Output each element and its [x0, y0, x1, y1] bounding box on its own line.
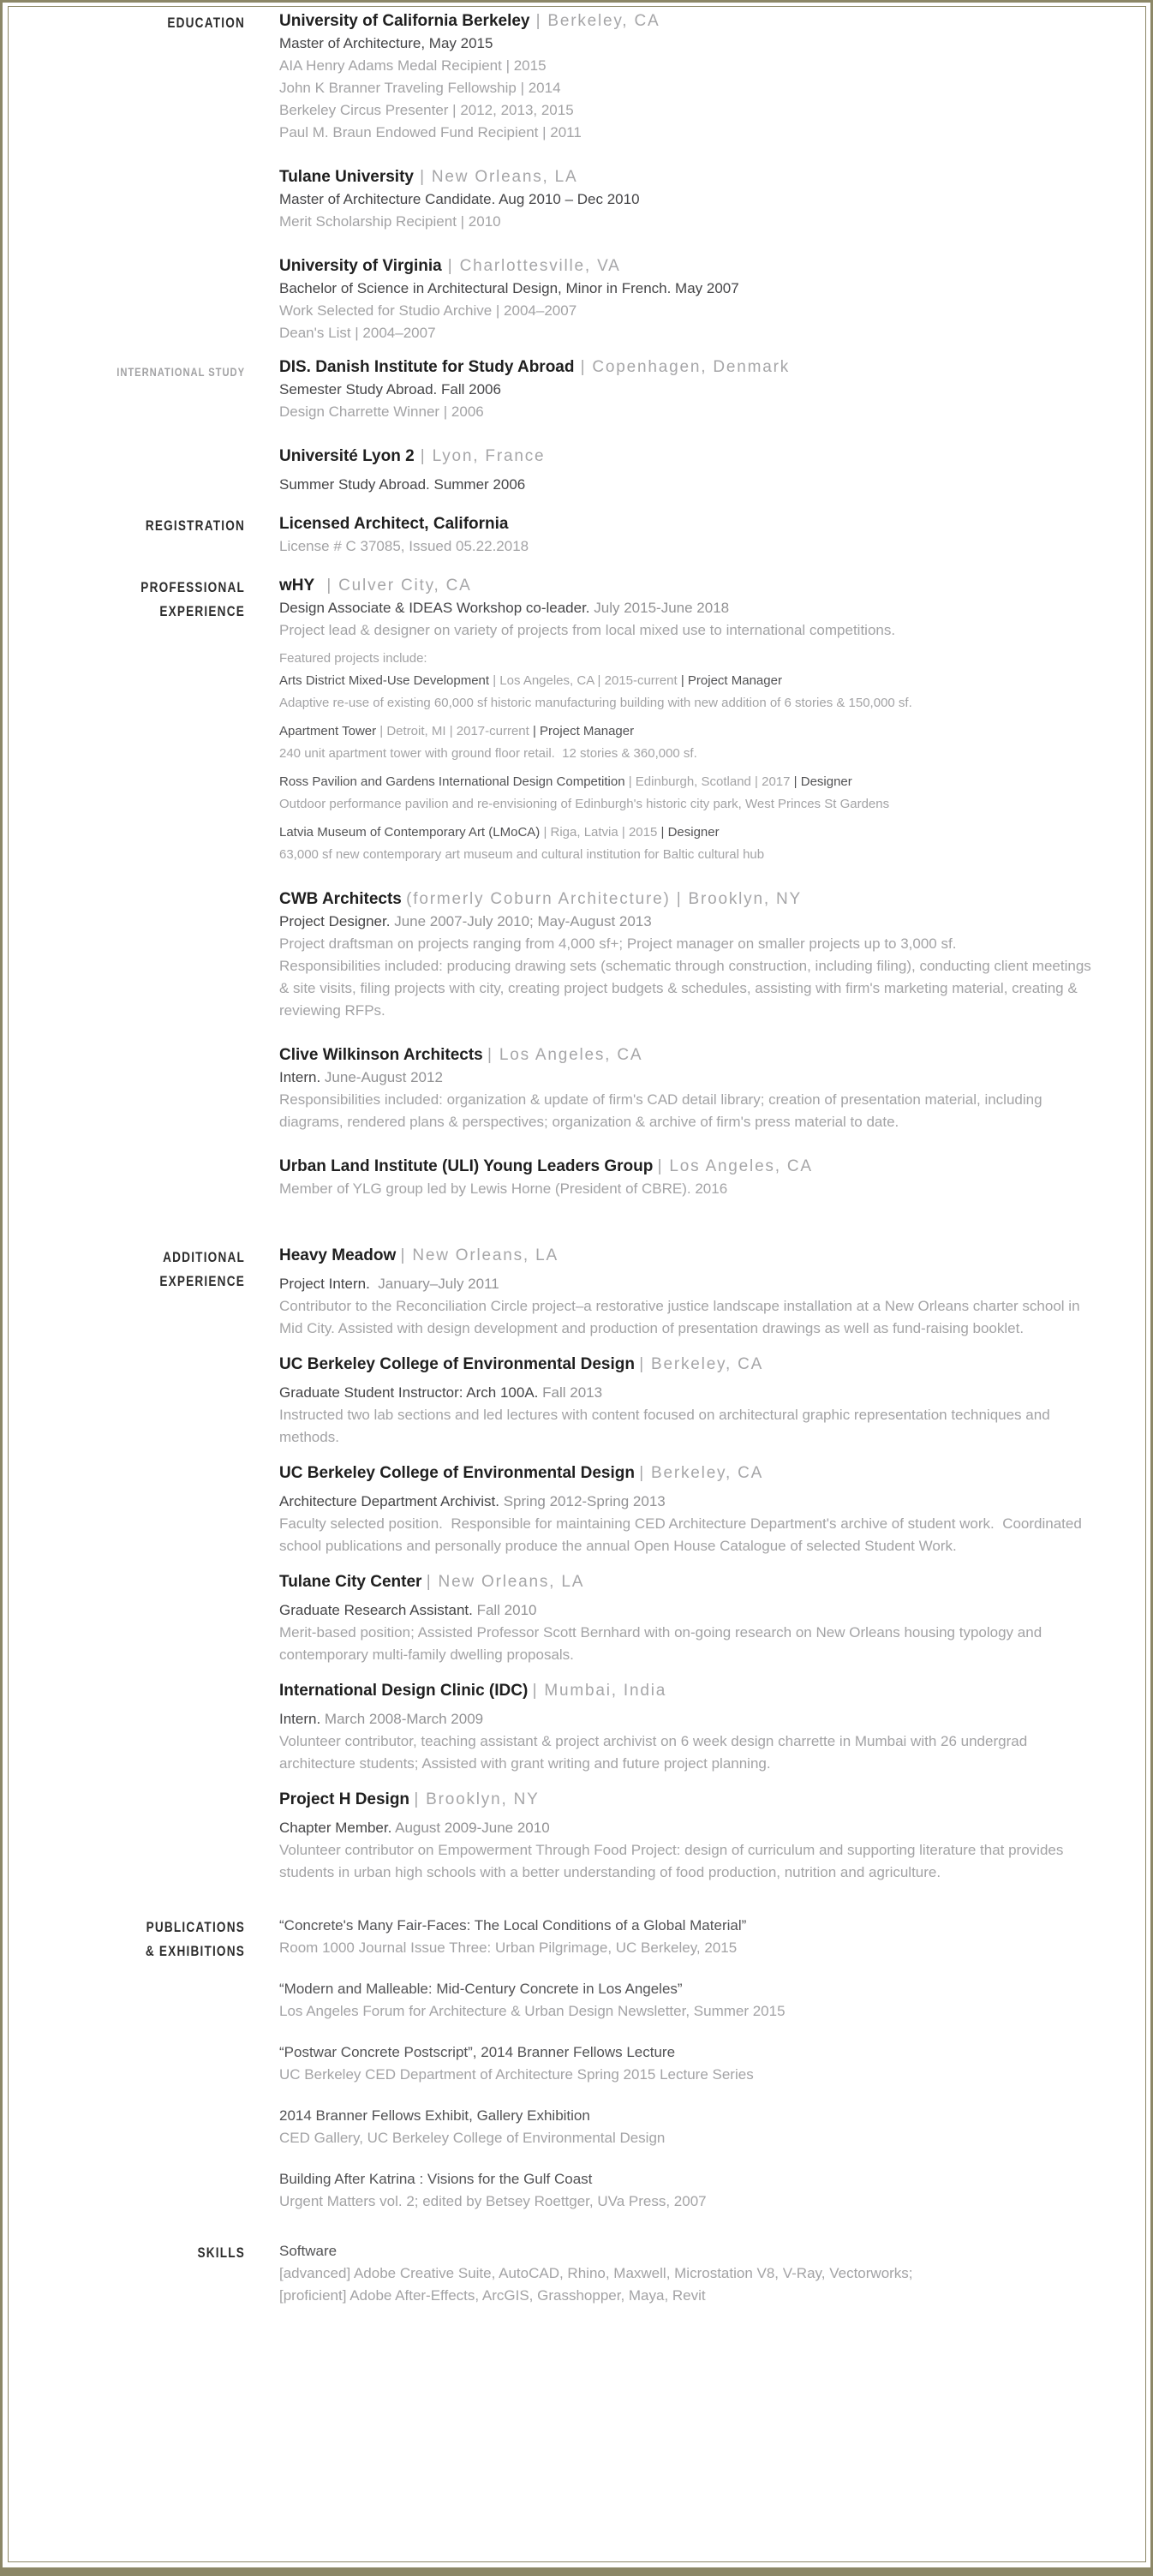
role-text: Graduate Research Assistant.: [279, 1602, 477, 1618]
resume-line: [279, 474, 1093, 496]
section-content: [279, 1915, 1093, 2232]
resume-line: [279, 2285, 1093, 2307]
location-text: | Culver City, CA: [314, 577, 472, 595]
detail-text: [proficient] Adobe After-Effects, ArcGIS, Grasshopper, Maya, Revit: [279, 2287, 706, 2304]
item-title: | Designer: [793, 774, 852, 789]
section-skills: [14, 2240, 1127, 2307]
resume-block: [279, 1462, 1093, 1557]
resume-line: [279, 1156, 1093, 1178]
resume-block: [279, 2240, 1093, 2307]
resume-line: [279, 1404, 1093, 1449]
resume-line: [279, 33, 1093, 55]
resume-line: [279, 619, 1093, 642]
resume-line: [279, 1245, 1093, 1267]
item-title: “Concrete's Many Fair-Faces: The Local Conditions of a Global Material”: [279, 1917, 747, 1933]
date-text: June-August 2012: [324, 1069, 443, 1085]
org-name: University of California Berkeley: [279, 12, 530, 30]
section-label: [60, 575, 245, 624]
resume-block: [279, 1978, 1093, 2023]
section-content: [279, 10, 1093, 344]
resume-block: [279, 10, 1093, 144]
role-text: Semester Study Abroad. Fall 2006: [279, 381, 501, 397]
resume-line: [279, 2127, 1093, 2149]
section-label-line: ADDITIONAL: [163, 1249, 245, 1265]
resume-line: [279, 844, 1093, 866]
resume-line: [279, 670, 1093, 692]
location-text: | Los Angeles, CA: [487, 1046, 643, 1064]
resume-line: [279, 445, 1093, 468]
org-name: University of Virginia: [279, 257, 442, 275]
resume-block: [279, 575, 1093, 866]
section-label-line: SKILLS: [197, 2244, 245, 2261]
location-text: | Copenhagen, Denmark: [574, 358, 791, 376]
org-name: International Design Clinic (IDC): [279, 1682, 533, 1700]
section-additional-experience: [14, 1245, 1127, 1898]
resume-line: [279, 1839, 1093, 1884]
date-text: Fall 2010: [476, 1602, 537, 1618]
role-text: Summer Study Abroad. Summer 2006: [279, 476, 526, 493]
resume-block: [279, 1915, 1093, 1959]
section-label-line: & EXHIBITIONS: [145, 1943, 245, 1959]
section-content: [279, 513, 1093, 558]
section-label-line: PROFESSIONAL: [140, 579, 245, 595]
resume-line: [279, 1680, 1093, 1702]
resume-line: [279, 2041, 1093, 2064]
section-label-line: EXPERIENCE: [159, 603, 245, 619]
resume-line: [279, 692, 1093, 714]
detail-text: | Detroit, MI | 2017-current: [379, 724, 533, 738]
resume-line: [279, 10, 1093, 33]
section-content: [279, 1245, 1093, 1898]
detail-text: Volunteer contributor, teaching assistant & project archivist on 6 week design charrette in Mumbai with 26 undergrad architecture students; Assisted with grant writing and future project planning.: [279, 1733, 1031, 1772]
section-label-line: PUBLICATIONS: [146, 1919, 245, 1935]
resume-line: [279, 743, 1093, 765]
date-text: March 2008-March 2009: [324, 1711, 484, 1727]
resume-line: [279, 720, 1093, 743]
resume-line: [279, 575, 1093, 597]
item-title: 2014 Branner Fellows Exhibit, Gallery Exhibition: [279, 2107, 590, 2124]
detail-text: CED Gallery, UC Berkeley College of Environmental Design: [279, 2130, 666, 2146]
resume-line: [279, 955, 1096, 1022]
location-text: (formerly Coburn Architecture) | Brooklyn, NY: [406, 890, 802, 908]
role-text: Project Intern.: [279, 1276, 379, 1292]
resume-line: [279, 1462, 1093, 1485]
section-publications-exhibitions: [14, 1915, 1127, 2232]
role-text: Chapter Member.: [279, 1820, 396, 1836]
resume-line: [279, 1937, 1093, 1959]
resume-line: [279, 1730, 1093, 1775]
org-name: UC Berkeley College of Environmental Design: [279, 1355, 640, 1373]
detail-text: John K Branner Traveling Fellowship | 2014: [279, 80, 561, 96]
detail-text: UC Berkeley CED Department of Architecture Spring 2015 Lecture Series: [279, 2066, 754, 2083]
resume-line: [279, 1915, 1093, 1937]
role-text: Intern.: [279, 1711, 325, 1727]
resume-line: [279, 2168, 1093, 2190]
location-text: | Lyon, France: [414, 447, 546, 465]
role-text: Design Associate & IDEAS Workshop co-leader.: [279, 600, 594, 616]
resume-line: [279, 1354, 1093, 1376]
detail-text: Responsibilities included: organization & update of firm's CAD detail library; creation of presentation material, including diagrams, rendered plans & perspectives; organization & archive of firm's press material to date.: [279, 1091, 1047, 1130]
resume-line: [279, 822, 1093, 844]
org-name: Clive Wilkinson Architects: [279, 1046, 488, 1064]
resume-line: [279, 1491, 1093, 1513]
org-name: Heavy Meadow: [279, 1246, 401, 1264]
role-text: Bachelor of Science in Architectural Design, Minor in French. May 2007: [279, 280, 739, 296]
resume-line: [279, 1622, 1093, 1666]
item-title: | Project Manager: [532, 724, 635, 738]
resume-line: [279, 356, 1093, 379]
section-label: [60, 10, 245, 35]
resume-line: [279, 1044, 1093, 1067]
detail-text: Volunteer contributor on Empowerment Through Food Project: design of curriculum and supporting literature that provides students in urban high schools with a better understanding of food production, nutrition and agriculture.: [279, 1842, 1068, 1880]
section-label: [60, 356, 245, 384]
resume-block: [279, 1245, 1093, 1340]
date-text: January–July 2011: [378, 1276, 499, 1292]
detail-text: Featured projects include:: [279, 651, 427, 666]
resume-block: [279, 513, 1093, 558]
location-text: | Berkeley, CA: [639, 1464, 764, 1482]
resume-line: [279, 793, 1093, 816]
resume-sections: [14, 10, 1127, 2307]
resume-line: [279, 1978, 1093, 2000]
detail-text: Adaptive re-use of existing 60,000 sf historic manufacturing building with new addition of 6 stories & 150,000 sf.: [279, 696, 912, 710]
resume-line: [279, 401, 1093, 423]
date-text: July 2015-June 2018: [594, 600, 730, 616]
section-label: [60, 1915, 245, 1963]
role-text: Master of Architecture, May 2015: [279, 35, 493, 51]
detail-text: Urgent Matters vol. 2; edited by Betsey Roettger, UVa Press, 2007: [279, 2193, 707, 2209]
detail-text: Design Charrette Winner | 2006: [279, 403, 484, 420]
section-label: [60, 1245, 245, 1294]
detail-text: Outdoor performance pavilion and re-envisioning of Edinburgh's historic city park, West Princes St Gardens: [279, 797, 890, 811]
resume-block: [279, 888, 1096, 1022]
resume-block: [279, 1571, 1093, 1666]
role-text: Architecture Department Archivist.: [279, 1493, 504, 1509]
detail-text: Work Selected for Studio Archive | 2004–2007: [279, 302, 577, 319]
resume-line: [279, 379, 1093, 401]
detail-text: Los Angeles Forum for Architecture & Urban Design Newsletter, Summer 2015: [279, 2003, 786, 2019]
resume-line: [279, 1273, 1093, 1295]
location-text: | Mumbai, India: [532, 1682, 667, 1700]
location-text: | Berkeley, CA: [529, 12, 660, 30]
detail-text: 240 unit apartment tower with ground floor retail. 12 stories & 360,000 sf.: [279, 746, 697, 761]
resume-line: [279, 166, 1093, 188]
resume-line: [279, 188, 1093, 211]
resume-line: [279, 1067, 1093, 1089]
section-label-line: REGISTRATION: [145, 517, 245, 534]
location-text: | New Orleans, LA: [413, 168, 578, 186]
item-title: | Project Manager: [680, 673, 782, 688]
item-title: | Designer: [660, 825, 720, 840]
resume-line: [279, 888, 1093, 911]
resume-block: [279, 1680, 1093, 1775]
resume-line: [279, 911, 1093, 933]
resume-block: [279, 255, 1093, 344]
resume-line: [279, 1571, 1093, 1593]
detail-text: [advanced] Adobe Creative Suite, AutoCAD, Rhino, Maxwell, Microstation V8, V-Ray, Vectorworks;: [279, 2265, 913, 2281]
resume-line: [279, 278, 1093, 300]
section-international-study: [14, 356, 1127, 496]
section-content: [279, 575, 1096, 1200]
org-name: Tulane University: [279, 168, 414, 186]
section-registration: [14, 513, 1127, 558]
detail-text: Member of YLG group led by Lewis Horne (President of CBRE). 2016: [279, 1180, 728, 1197]
detail-text: Faculty selected position. Responsible for maintaining CED Architecture Department's archive of student work. Coordinated school publications and personally produce the annual Open House Catalogue of selected Student Work.: [279, 1515, 1086, 1554]
resume-line: [279, 1295, 1093, 1340]
date-text: Spring 2012-Spring 2013: [503, 1493, 666, 1509]
role-text: Master of Architecture Candidate. Aug 2010 – Dec 2010: [279, 191, 640, 207]
resume-line: [279, 1382, 1093, 1404]
resume-line: [279, 535, 1093, 558]
item-title: Software: [279, 2243, 338, 2259]
detail-text: Instructed two lab sections and led lectures with content focused on architectural graphic representation techniques and methods.: [279, 1407, 1054, 1445]
detail-text: 63,000 sf new contemporary art museum and cultural institution for Baltic cultural hub: [279, 847, 765, 862]
item-title: Ross Pavilion and Gardens International Design Competition: [279, 774, 629, 789]
org-name: UC Berkeley College of Environmental Design: [279, 1464, 640, 1482]
role-text: Graduate Student Instructor: Arch 100A.: [279, 1384, 543, 1401]
section-label: [60, 513, 245, 538]
resume-line: [279, 513, 1093, 535]
resume-line: [279, 1178, 1093, 1200]
resume-line: [279, 2262, 1093, 2285]
detail-text: Berkeley Circus Presenter | 2012, 2013, 2015: [279, 102, 574, 118]
resume-line: [279, 99, 1093, 122]
section-content: [279, 2240, 1093, 2307]
resume-block: [279, 1789, 1093, 1884]
section-education: [14, 10, 1127, 344]
detail-text: Project lead & designer on variety of projects from local mixed use to international competitions.: [279, 622, 896, 638]
role-text: Project Designer.: [279, 913, 395, 929]
resume-line: [279, 300, 1093, 322]
resume-block: [279, 2168, 1093, 2213]
org-name: Licensed Architect, California: [279, 515, 509, 533]
resume-line: [279, 933, 1093, 955]
resume-line: [279, 1789, 1093, 1811]
location-text: | New Orleans, LA: [426, 1573, 585, 1591]
resume-block: [279, 2105, 1093, 2149]
item-title: Apartment Tower: [279, 724, 380, 738]
item-title: “Modern and Malleable: Mid-Century Concrete in Los Angeles”: [279, 1981, 683, 1997]
detail-text: AIA Henry Adams Medal Recipient | 2015: [279, 57, 547, 74]
location-text: | Charlottesville, VA: [441, 257, 621, 275]
resume-line: [279, 1817, 1093, 1839]
section-label: [60, 2240, 245, 2265]
section-content: [279, 356, 1093, 496]
org-name: Université Lyon 2: [279, 447, 415, 465]
detail-text: Project draftsman on projects ranging from 4,000 sf+; Project manager on smaller projects up to 3,000 sf.: [279, 935, 957, 952]
org-name: Project H Design: [279, 1790, 415, 1808]
resume-line: [279, 122, 1093, 144]
resume-block: [279, 166, 1093, 233]
date-text: August 2009-June 2010: [395, 1820, 550, 1836]
resume-line: [279, 1513, 1093, 1557]
detail-text: | Riga, Latvia | 2015: [543, 825, 661, 840]
detail-text: Dean's List | 2004–2007: [279, 325, 436, 341]
resume-block: [279, 1044, 1093, 1133]
resume-line: [279, 2064, 1093, 2086]
resume-line: [279, 2105, 1093, 2127]
resume-line: [279, 2190, 1093, 2213]
resume-line: [279, 211, 1093, 233]
item-title: Latvia Museum of Contemporary Art (LMoCA): [279, 825, 544, 840]
item-title: “Postwar Concrete Postscript”, 2014 Branner Fellows Lecture: [279, 2044, 676, 2060]
section-label-line: EDUCATION: [167, 15, 245, 31]
resume-line: [279, 597, 1093, 619]
location-text: | Los Angeles, CA: [657, 1157, 813, 1175]
section-professional-experience: [14, 575, 1127, 1200]
org-name: Urban Land Institute (ULI) Young Leaders Group: [279, 1157, 658, 1175]
resume-block: [279, 2041, 1093, 2086]
detail-text: Merit Scholarship Recipient | 2010: [279, 213, 501, 230]
org-name: DIS. Danish Institute for Study Abroad: [279, 358, 575, 376]
item-title: Arts District Mixed-Use Development: [279, 673, 493, 688]
org-name: CWB Architects: [279, 890, 407, 908]
resume-line: [279, 1089, 1093, 1133]
item-title: Building After Katrina : Visions for the Gulf Coast: [279, 2171, 593, 2187]
org-name: Tulane City Center: [279, 1573, 427, 1591]
org-name: wHY: [279, 577, 315, 595]
section-label-line: INTERNATIONAL STUDY: [116, 365, 245, 379]
detail-text: | Los Angeles, CA | 2015-current: [493, 673, 681, 688]
date-text: Fall 2013: [542, 1384, 603, 1401]
detail-text: | Edinburgh, Scotland | 2017: [628, 774, 794, 789]
resume-line: [279, 77, 1093, 99]
section-label-line: EXPERIENCE: [159, 1273, 245, 1289]
role-text: Intern.: [279, 1069, 325, 1085]
resume-line: [279, 55, 1093, 77]
resume-line: [279, 1599, 1093, 1622]
resume-line: [279, 648, 1093, 670]
resume-line: [279, 2000, 1093, 2023]
detail-text: Merit-based position; Assisted Professor Scott Bernhard with on-going research on New Orleans housing typology and contemporary multi-family dwelling proposals.: [279, 1624, 1046, 1663]
resume-line: [279, 2240, 1093, 2262]
detail-text: Room 1000 Journal Issue Three: Urban Pilgrimage, UC Berkeley, 2015: [279, 1939, 738, 1956]
resume-line: [279, 771, 1093, 793]
resume-block: [279, 1156, 1093, 1200]
resume-block: [279, 356, 1093, 423]
location-text: | Berkeley, CA: [639, 1355, 764, 1373]
detail-text: Responsibilities included: producing drawing sets (schematic through construction, including filing), conducting client meetings & site visits, filing projects with city, creating project budgets & schedules, assisting with firm's marketing material, creating & reviewing RFPs.: [279, 958, 1096, 1019]
resume-line: [279, 255, 1093, 278]
resume-line: [279, 322, 1093, 344]
resume-block: [279, 445, 1093, 496]
resume-line: [279, 1708, 1093, 1730]
location-text: | New Orleans, LA: [400, 1246, 559, 1264]
detail-text: Contributor to the Reconciliation Circle project–a restorative justice landscape installation at a New Orleans charter school in Mid City. Assisted with design development and production of presentation drawings as well as fund-raising booklet.: [279, 1298, 1084, 1336]
detail-text: Paul M. Braun Endowed Fund Recipient | 2011: [279, 124, 582, 140]
location-text: | Brooklyn, NY: [414, 1790, 540, 1808]
date-text: June 2007-July 2010; May-August 2013: [394, 913, 652, 929]
resume-block: [279, 1354, 1093, 1449]
detail-text: License # C 37085, Issued 05.22.2018: [279, 538, 529, 554]
